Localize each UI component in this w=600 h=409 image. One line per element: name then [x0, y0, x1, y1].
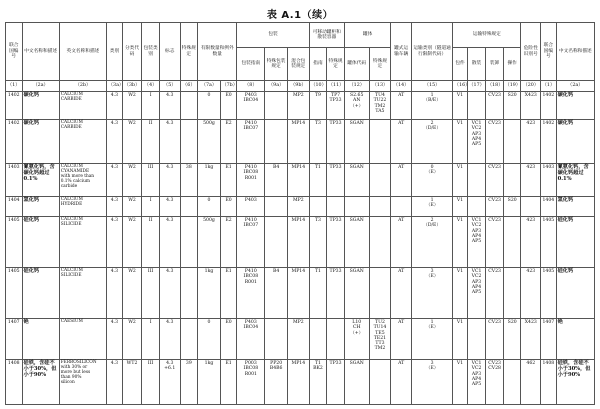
cell-class: 4.3: [107, 319, 122, 360]
cell-excepted-qty: E1: [220, 164, 237, 197]
cell-labels: 4.3: [159, 217, 180, 268]
col-num: （6）: [180, 81, 198, 92]
cell-tank-code: L10 CH （+）: [344, 319, 369, 360]
table-row: [6, 164, 595, 197]
cell-excepted-qty: E2: [220, 217, 237, 268]
col-num: （3b）: [122, 81, 142, 92]
cell-mixed-pack: MP14: [287, 268, 309, 319]
cell-un: 1407: [6, 319, 23, 360]
hdr-portable-tank: 可移动罐柜和散装容器: [309, 23, 344, 48]
cell-pt-instr: T1: [309, 268, 327, 319]
cell-packing-group: III: [142, 360, 160, 405]
cell-vehicle-tank: AT: [391, 120, 412, 164]
cell-name-cn-2: 硅铁，含硅不小于30%，但小于90%: [556, 360, 594, 405]
col-num: （10）: [309, 81, 327, 92]
col-num: （16）: [453, 81, 467, 92]
cell-bulk: [467, 319, 486, 360]
cell-transport-category: 3 （E）: [411, 268, 452, 319]
cell-excepted-qty: E1: [220, 360, 237, 405]
hdr-transport-special: 运输特殊规定: [453, 23, 521, 48]
cell-un-2: 1403: [541, 164, 556, 197]
cell-vehicle-tank: AT: [391, 360, 412, 405]
cell-tank-special: [369, 164, 391, 197]
cell-operation: [503, 268, 521, 319]
cell-tank-special: [369, 120, 391, 164]
cell-pt-instr: T3: [309, 120, 327, 164]
cell-class: 4.3: [107, 120, 122, 164]
cell-mixed-pack: MP2: [287, 197, 309, 217]
cell-class: 4.3: [107, 268, 122, 319]
cell-pt-instr: T1: [309, 164, 327, 197]
cell-loading: CV23: [486, 268, 504, 319]
cell-loading: CV23: [486, 120, 504, 164]
cell-tank-code: SGAN: [344, 164, 369, 197]
cell-operation: S20: [503, 319, 521, 360]
cell-packages: V1: [453, 164, 467, 197]
cell-labels: 4.3 +6.1: [159, 360, 180, 405]
cell-limited-qty: 500g: [198, 217, 221, 268]
cell-name-cn: 硅化钙: [22, 268, 59, 319]
cell-labels: 4.3: [159, 319, 180, 360]
cell-pack-special: B4: [265, 268, 288, 319]
cell-name-cn-2: 氢化钙: [556, 197, 594, 217]
cell-vehicle-tank: AT: [391, 164, 412, 197]
cell-loading: CV23: [486, 92, 504, 120]
hdr-pack-instr: 包装指南: [237, 48, 265, 81]
cell-packing-group: II: [142, 217, 160, 268]
cell-mixed-pack: MP14: [287, 164, 309, 197]
cell-un: 1402: [6, 120, 23, 164]
cell-un: 1405: [6, 268, 23, 319]
cell-un: 1404: [6, 197, 23, 217]
cell-vehicle-tank: [391, 197, 412, 217]
hdr-mixed-pack: 混合包装规定: [287, 48, 309, 81]
cell-loading: CV23 CV28: [486, 360, 504, 405]
cell-pt-special: TP33: [327, 268, 345, 319]
cell-transport-category: 2 （D/E）: [411, 120, 452, 164]
col-num: （20）: [521, 81, 541, 92]
cell-un-2: 1405: [541, 268, 556, 319]
hdr-packaging: 包装: [237, 23, 309, 48]
cell-un: 1403: [6, 164, 23, 197]
cell-pack-instr: P410 IBC07: [237, 120, 265, 164]
cell-transport-category: 2 （D/E）: [411, 217, 452, 268]
cell-bulk: VC1 VC2 AP3 AP4 AP5: [467, 268, 486, 319]
cell-class: 4.3: [107, 217, 122, 268]
cell-special-provisions: [180, 319, 198, 360]
cell-hazard-id: 423: [521, 268, 541, 319]
hdr-transport-category: 运输类别（隧道通行限制代码）: [411, 23, 452, 81]
column-number-row: [6, 81, 595, 92]
cell-pack-special: [265, 197, 288, 217]
hdr-class-code: 分类代码: [122, 23, 142, 81]
cell-un-2: 1402: [541, 92, 556, 120]
cell-class-code: W2: [122, 164, 142, 197]
cell-name-cn: 氢化钙: [22, 197, 59, 217]
cell-excepted-qty: E0: [220, 319, 237, 360]
cell-pack-special: [265, 92, 288, 120]
col-num: （12）: [344, 81, 369, 92]
header-row-1: [6, 23, 595, 48]
cell-name-cn-2: 铯: [556, 319, 594, 360]
cell-limited-qty: 500g: [198, 120, 221, 164]
cell-tank-code: SGAN: [344, 360, 369, 405]
hdr-name-cn: 中文名称和描述: [22, 23, 59, 81]
col-num: （17）: [467, 81, 486, 92]
cell-class: 4.3: [107, 92, 122, 120]
cell-hazard-id: X423: [521, 319, 541, 360]
cell-name-en: CALCIUM CARBIDE: [59, 120, 107, 164]
cell-class-code: W2: [122, 319, 142, 360]
cell-pt-instr: [309, 197, 327, 217]
col-num: （5）: [159, 81, 180, 92]
cell-packages: V1: [453, 197, 467, 217]
cell-pt-special: TP33: [327, 217, 345, 268]
cell-packing-group: I: [142, 92, 160, 120]
hdr-special-provisions: 特殊规定: [180, 23, 198, 81]
cell-limited-qty: 0: [198, 197, 221, 217]
table-row: [6, 197, 595, 217]
col-num: （8）: [237, 81, 265, 92]
cell-pt-special: [327, 319, 345, 360]
cell-name-cn: 硅化钙: [22, 217, 59, 268]
col-num: （7a）: [198, 81, 221, 92]
table-row: [6, 319, 595, 360]
hdr-pack-special: 特殊包装规定: [265, 48, 288, 81]
cell-operation: [503, 217, 521, 268]
cell-name-cn-2: 碳化钙: [556, 120, 594, 164]
table-title: 表 A.1（续）: [266, 10, 334, 21]
cell-limited-qty: 0: [198, 92, 221, 120]
cell-labels: 4.3: [159, 120, 180, 164]
cell-pt-instr: T3: [309, 217, 327, 268]
cell-tank-special: TU2 TU14 TE5 TE21 TT3 TM2: [369, 319, 391, 360]
cell-bulk: [467, 164, 486, 197]
cell-operation: [503, 164, 521, 197]
cell-packages: V1: [453, 268, 467, 319]
col-num: （19）: [503, 81, 521, 92]
cell-loading: CV23: [486, 217, 504, 268]
col-num: （9b）: [287, 81, 309, 92]
cell-mixed-pack: MP14: [287, 217, 309, 268]
cell-special-provisions: [180, 120, 198, 164]
table-row: [6, 217, 595, 268]
cell-pt-special: [327, 197, 345, 217]
cell-hazard-id: 423: [521, 120, 541, 164]
cell-special-provisions: 38: [180, 164, 198, 197]
cell-name-en: CAESIUM: [59, 319, 107, 360]
col-num: （7b）: [220, 81, 237, 92]
cell-tank-code: SGAN: [344, 120, 369, 164]
hdr-pt-special: 特殊规定: [327, 48, 345, 81]
cell-tank-code: SGAN: [344, 268, 369, 319]
cell-name-cn: 碳化钙: [22, 120, 59, 164]
cell-limited-qty: 1kg: [198, 164, 221, 197]
cell-class-code: W2: [122, 197, 142, 217]
cell-mixed-pack: MP14: [287, 120, 309, 164]
hdr-operation: 操作: [503, 48, 521, 81]
cell-name-cn: 氰氨化钙，含碳化钙超过0.1%: [22, 164, 59, 197]
cell-name-cn-2: 硅化钙: [556, 268, 594, 319]
cell-bulk: VC1 VC2 AP3 AP4 AP5: [467, 217, 486, 268]
hdr-bulk: 散装: [467, 48, 486, 81]
cell-tank-special: TU4 TU22 TM2 TA5: [369, 92, 391, 120]
cell-packages: V1: [453, 120, 467, 164]
cell-un: 1405: [6, 217, 23, 268]
cell-transport-category: 0 （E）: [411, 164, 452, 197]
table-row: [6, 360, 595, 405]
cell-pack-instr: P410 IBC08 R001: [237, 268, 265, 319]
cell-class-code: W2: [122, 217, 142, 268]
cell-labels: 4.3: [159, 197, 180, 217]
cell-limited-qty: 1kg: [198, 268, 221, 319]
cell-hazard-id: 462: [521, 360, 541, 405]
cell-operation: S20: [503, 92, 521, 120]
cell-un-2: 1402: [541, 120, 556, 164]
cell-transport-category: 1 （B/E）: [411, 92, 452, 120]
cell-un-2: 1407: [541, 319, 556, 360]
cell-pt-special: TP7 TP33: [327, 92, 345, 120]
cell-transport-category: 1 （E）: [411, 319, 452, 360]
cell-bulk: VC1 VC2 AP3 AP4 AP5: [467, 120, 486, 164]
cell-mixed-pack: MP2: [287, 319, 309, 360]
cell-pack-instr: P403 IBC04: [237, 92, 265, 120]
cell-hazard-id: 423: [521, 217, 541, 268]
col-num: （11）: [327, 81, 345, 92]
hdr-tank: 罐体: [344, 23, 390, 48]
cell-pack-instr: P410 IBC08 R001: [237, 164, 265, 197]
cell-packing-group: I: [142, 197, 160, 217]
cell-name-cn-2: 硅化钙: [556, 217, 594, 268]
cell-hazard-id: [521, 197, 541, 217]
cell-un-2: 1405: [541, 217, 556, 268]
cell-packages: V1: [453, 92, 467, 120]
cell-hazard-id: X423: [521, 92, 541, 120]
hdr-labels: 标志: [159, 23, 180, 81]
cell-pack-special: B4: [265, 164, 288, 197]
cell-name-en: CALCIUM CYANAMIDE with more than 0.1% calcium carbide: [59, 164, 107, 197]
table-row: [6, 92, 595, 120]
cell-pt-instr: T9: [309, 92, 327, 120]
cell-un-2: 1408: [541, 360, 556, 405]
cell-un-2: 1404: [541, 197, 556, 217]
cell-pt-special: TP33: [327, 360, 345, 405]
col-num: （13）: [369, 81, 391, 92]
cell-special-provisions: 39: [180, 360, 198, 405]
hdr-name-cn-2: 中文名称和描述: [556, 23, 594, 81]
hdr-tank-code: 罐体代码: [344, 48, 369, 81]
cell-name-en: CALCIUM SILICIDE: [59, 217, 107, 268]
cell-excepted-qty: E2: [220, 120, 237, 164]
cell-name-en: FERROSILICON with 30% or more but less than 90% silicon: [59, 360, 107, 405]
col-num: （18）: [486, 81, 504, 92]
cell-vehicle-tank: AT: [391, 319, 412, 360]
cell-un: 1408: [6, 360, 23, 405]
cell-loading: CV23: [486, 164, 504, 197]
col-num: （2a）: [22, 81, 59, 92]
cell-pack-instr: P003 IBC08 R001: [237, 360, 265, 405]
hdr-pt-instr: 指南: [309, 48, 327, 81]
cell-tank-code: [344, 197, 369, 217]
cell-packing-group: I: [142, 319, 160, 360]
cell-mixed-pack: MP2: [287, 92, 309, 120]
cell-name-en: CALCIUM HYDRIDE: [59, 197, 107, 217]
cell-labels: 4.3: [159, 92, 180, 120]
cell-labels: 4.3: [159, 164, 180, 197]
cell-tank-code: S2.65 AN （+）: [344, 92, 369, 120]
col-num: （2b）: [59, 81, 107, 92]
hdr-tank-special: 特殊规定: [369, 48, 391, 81]
cell-pack-special: PP20 B4B6: [265, 360, 288, 405]
cell-special-provisions: [180, 268, 198, 319]
hdr-un-no-2: 联合国编号: [541, 23, 556, 81]
cell-pack-instr: P410 IBC07: [237, 217, 265, 268]
cell-operation: [503, 360, 521, 405]
cell-pt-instr: [309, 319, 327, 360]
cell-loading: CV23: [486, 197, 504, 217]
cell-packages: V1: [453, 360, 467, 405]
cell-bulk: [467, 197, 486, 217]
cell-tank-special: [369, 217, 391, 268]
hdr-un-no: 联合国编号: [6, 23, 23, 81]
col-num: （1）: [541, 81, 556, 92]
cell-tank-code: SGAN: [344, 217, 369, 268]
col-num: （1）: [6, 81, 23, 92]
cell-pack-instr: P403: [237, 197, 265, 217]
cell-limited-qty: 1kg: [198, 360, 221, 405]
cell-operation: [503, 120, 521, 164]
col-num: （4）: [142, 81, 160, 92]
col-num: （14）: [391, 81, 412, 92]
cell-class-code: WT2: [122, 360, 142, 405]
cell-special-provisions: [180, 217, 198, 268]
cell-tank-special: [369, 197, 391, 217]
cell-packing-group: III: [142, 268, 160, 319]
hdr-vehicle-tank: 罐式运输车辆: [391, 23, 412, 81]
cell-operation: S20: [503, 197, 521, 217]
hdr-name-en: 英文名称和描述: [59, 23, 107, 81]
cell-vehicle-tank: AT: [391, 268, 412, 319]
cell-vehicle-tank: AT: [391, 217, 412, 268]
col-num: （3a）: [107, 81, 122, 92]
cell-un: 1402: [6, 92, 23, 120]
col-num: （2a）: [556, 81, 594, 92]
cell-class: 4.3: [107, 164, 122, 197]
cell-class-code: W2: [122, 268, 142, 319]
cell-name-cn: 碳化钙: [22, 92, 59, 120]
cell-pack-special: [265, 217, 288, 268]
cell-pack-instr: P403 IBC04: [237, 319, 265, 360]
cell-packages: V1: [453, 319, 467, 360]
cell-transport-category: 3 （E）: [411, 360, 452, 405]
cell-pt-special: TP33: [327, 120, 345, 164]
col-num: （9a）: [265, 81, 288, 92]
cell-class-code: W2: [122, 120, 142, 164]
cell-pack-special: [265, 319, 288, 360]
hdr-class: 类别: [107, 23, 122, 81]
cell-name-cn: 硅铁，含硅不小于30%，但小于90%: [22, 360, 59, 405]
cell-limited-qty: 0: [198, 319, 221, 360]
cell-packing-group: III: [142, 164, 160, 197]
col-num: （15）: [411, 81, 452, 92]
cell-bulk: [467, 92, 486, 120]
cell-pt-special: TP33: [327, 164, 345, 197]
hdr-loading: 装卸: [486, 48, 504, 81]
cell-special-provisions: [180, 197, 198, 217]
cell-mixed-pack: MP14: [287, 360, 309, 405]
cell-special-provisions: [180, 92, 198, 120]
cell-hazard-id: 423: [521, 164, 541, 197]
cell-name-cn-2: 碳化钙: [556, 92, 594, 120]
cell-loading: CV23: [486, 319, 504, 360]
cell-class: 4.3: [107, 360, 122, 405]
cell-name-cn: 铯: [22, 319, 59, 360]
cell-pack-special: [265, 120, 288, 164]
cell-excepted-qty: E1: [220, 268, 237, 319]
hdr-hazard-id: 危险性识别号: [521, 23, 541, 81]
hdr-limited-excepted: 有限数量和例外数量: [198, 23, 237, 81]
dangerous-goods-table: [5, 22, 595, 405]
cell-class: 4.3: [107, 197, 122, 217]
cell-tank-special: [369, 360, 391, 405]
cell-vehicle-tank: AT: [391, 92, 412, 120]
cell-packing-group: II: [142, 120, 160, 164]
cell-name-en: CALCIUM CARBIDE: [59, 92, 107, 120]
cell-bulk: VC1 VC2 AP3 AP4 AP5: [467, 360, 486, 405]
cell-packages: V1: [453, 217, 467, 268]
cell-excepted-qty: E0: [220, 197, 237, 217]
hdr-packages: 包件: [453, 48, 467, 81]
cell-tank-special: [369, 268, 391, 319]
table-row: [6, 120, 595, 164]
cell-name-en: CALCIUM SILICIDE: [59, 268, 107, 319]
cell-transport-category: 1 （E）: [411, 197, 452, 217]
table-row: [6, 268, 595, 319]
cell-excepted-qty: E0: [220, 92, 237, 120]
cell-pt-instr: T1 BK2: [309, 360, 327, 405]
cell-labels: 4.3: [159, 268, 180, 319]
cell-name-cn-2: 氰氨化钙，含碳化钙超过0.1%: [556, 164, 594, 197]
hdr-packing-group: 包装类别: [142, 23, 160, 81]
cell-class-code: W2: [122, 92, 142, 120]
